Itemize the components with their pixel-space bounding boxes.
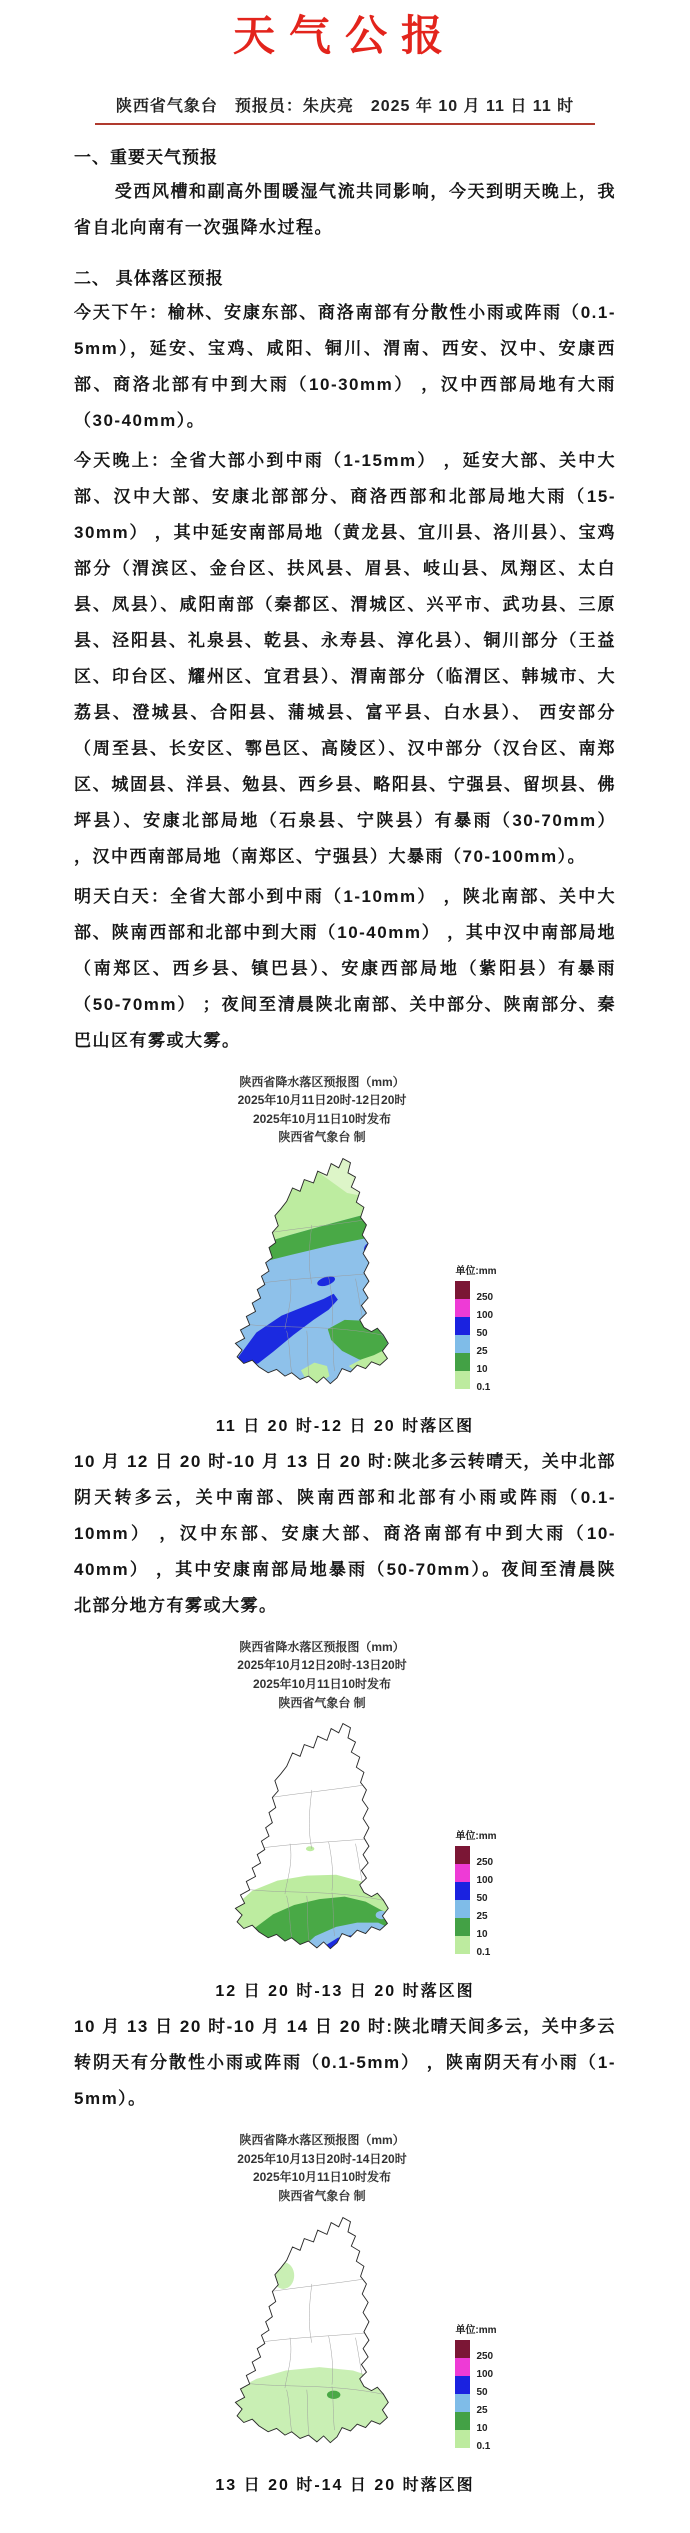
legend-label: 10: [476, 1929, 488, 1941]
legend-label: 10: [476, 1363, 488, 1375]
map-legend: [455, 2321, 497, 2452]
legend-swatch: [455, 2376, 470, 2394]
legend-swatch: [455, 2358, 470, 2376]
legend-label: 10: [476, 2422, 488, 2434]
precip-map-1: [193, 1151, 429, 1403]
legend-label: 0.1: [476, 1381, 491, 1393]
map-legend: [455, 1827, 497, 1959]
legend-swatch: [455, 1371, 470, 1389]
map3-title: 陕西省降水落区预报图（mm）: [239, 2133, 405, 2148]
legend-swatch: [455, 2340, 470, 2358]
map2-titles: [85, 1638, 605, 1712]
legend-label: 50: [476, 1893, 488, 1905]
precip-map-3: [193, 2210, 429, 2462]
legend-swatch: [455, 1846, 470, 1864]
legend-swatch: [455, 2412, 470, 2430]
map3-producer: 陕西省气象台 制: [278, 2189, 366, 2204]
legend-color-bar: [455, 2340, 494, 2452]
legend-swatch: [455, 1317, 470, 1335]
legend-label: 0.1: [476, 2440, 491, 2452]
section2-heading: 二、 具体落区预报: [74, 268, 224, 288]
forecast-13-14: 10 月 13 日 20 时-10 月 14 日 20 时:陕北晴天间多云，关中多云转阴天有分散性小雨或阵雨（0.1-5mm） ，陕南阴天有小雨（1-5mm）。: [74, 2017, 616, 2109]
forecast-tomorrow: 明天白天：全省大部小到中雨（1-10mm） ，陕北南部、关中大部、陕南西部和北部中到大雨（10-40mm） ，其中汉中南部局地（南郑区、西乡县、镇巴县）、安康西部局地（紫阳县）有暴雨（50-70mm） ；夜间至清晨陕北南部、关中部分、陕南部分、秦巴山区有雾或大雾。: [74, 886, 616, 1050]
map2-producer: 陕西省气象台 制: [278, 1695, 366, 1710]
map2-title: 陕西省降水落区预报图（mm）: [239, 1639, 405, 1654]
legend-swatch: [455, 1936, 470, 1954]
legend-label: 25: [476, 1345, 488, 1357]
legend-label: 100: [476, 1309, 494, 1321]
legend-label: 50: [476, 1327, 488, 1339]
map1-caption: 11 日 20 时-12 日 20 时落区图: [215, 1417, 475, 1435]
legend-swatch: [455, 1299, 470, 1317]
legend-title: 单位:mm: [455, 1265, 497, 1277]
legend-label: 50: [476, 2386, 488, 2398]
map1-title: 陕西省降水落区预报图（mm）: [239, 1074, 405, 1089]
precip-map-figure-3: [85, 2131, 605, 2461]
legend-swatch: [455, 1335, 470, 1353]
map3-caption: 13 日 20 时-14 日 20 时落区图: [215, 2476, 475, 2494]
map3-valid-time: 2025年10月13日20时-14日20时: [237, 2151, 407, 2166]
map-legend: [455, 1262, 497, 1393]
section1-heading: 一、重要天气预报: [74, 147, 218, 167]
legend-label: 250: [476, 1857, 494, 1869]
legend-label: 25: [476, 2404, 488, 2416]
forecast-12-13: 10 月 12 日 20 时-10 月 13 日 20 时:陕北多云转晴天，关中北部阴天转多云，关中南部、陕南西部和北部有小雨或阵雨（0.1-10mm） ，汉中东部、安康大部、商洛南部有中到大雨（10-40mm） ，其中安康南部局地暴雨（50-70mm）。夜间至清晨陕北部分地方有雾或大雾。: [74, 1451, 616, 1615]
precip-map-figure-1: [85, 1073, 605, 1403]
map2-valid-time: 2025年10月12日20时-13日20时: [237, 1658, 407, 1673]
legend-label: 250: [476, 2350, 494, 2362]
map1-valid-time: 2025年10月11日20时-12日20时: [237, 1093, 407, 1108]
map1-titles: [85, 1073, 605, 1147]
legend-swatch: [455, 2394, 470, 2412]
legend-label: 100: [476, 1875, 494, 1887]
precip-map-figure-2: [85, 1638, 605, 1968]
precip-map-2: [193, 1716, 429, 1968]
map3-issue-time: 2025年10月11日10时发布: [252, 2170, 392, 2185]
legend-label: 0.1: [476, 1947, 491, 1959]
legend-swatch: [455, 1918, 470, 1936]
map3-titles: [85, 2131, 605, 2205]
forecast-today-afternoon: 今天下午：榆林、安康东部、商洛南部有分散性小雨或阵雨（0.1-5mm），延安、宝鸡、咸阳、铜川、渭南、西安、汉中、安康西部、商洛北部有中到大雨（10-30mm） ，汉中西部局地有大雨（30-40mm）。: [74, 302, 616, 430]
page-title: 天气公报: [232, 12, 457, 59]
legend-color-bar: [455, 1846, 494, 1959]
map2-caption: 12 日 20 时-13 日 20 时落区图: [215, 1983, 475, 2001]
bulletin-body: [0, 143, 690, 1059]
forecast-tonight: 今天晚上：全省大部小到中雨（1-15mm） ，延安大部、关中大部、汉中大部、安康北部部分、商洛西部和北部局地大雨（15-30mm） ，其中延安南部局地（黄龙县、宜川县、洛川县）、宝鸡部分（渭滨区、金台区、扶风县、眉县、岐山县、凤翔区、太白县、凤县）、咸阳南部（秦都区、渭城区、兴平市、武功县、三原县、泾阳县、礼泉县、乾县、永寿县、淳化县）、铜川部分（王益区、印台区、耀州区、宜君县）、渭南部分（临渭区、韩城市、大荔县、澄城县、合阳县、蒲城县、富平县、白水县）、 西安部分（周至县、长安区、鄠邑区、高陵区）、汉中部分（汉台区、南郑区、城固县、洋县、勉县、西乡县、略阳县、宁强县、留坝县、佛坪县）、安康北部局地（石泉县、宁陕县）有暴雨（30-70mm） ，汉中西南部局地（南郑区、宁强县）大暴雨（70-100mm）。: [74, 450, 616, 866]
legend-label: 25: [476, 1911, 488, 1923]
legend-swatch: [455, 1353, 470, 1371]
legend-swatch: [455, 2430, 470, 2448]
map1-producer: 陕西省气象台 制: [278, 1130, 366, 1145]
legend-swatch: [455, 1281, 470, 1299]
section1-paragraph: 受西风槽和副高外围暖湿气流共同影响，今天到明天晚上，我省自北向南有一次强降水过程。: [74, 181, 616, 237]
legend-label: 250: [476, 1291, 494, 1303]
map1-issue-time: 2025年10月11日10时发布: [252, 1111, 392, 1126]
legend-title: 单位:mm: [455, 1831, 497, 1843]
bulletin-header: 陕西省气象台 预报员：朱庆亮 2025 年 10 月 11 日 11 时: [95, 93, 595, 125]
legend-color-bar: [455, 1281, 494, 1393]
legend-swatch: [455, 1882, 470, 1900]
legend-title: 单位:mm: [455, 2324, 497, 2336]
legend-label: 100: [476, 2368, 494, 2380]
map2-issue-time: 2025年10月11日10时发布: [252, 1677, 392, 1692]
legend-swatch: [455, 1900, 470, 1918]
legend-swatch: [455, 1864, 470, 1882]
